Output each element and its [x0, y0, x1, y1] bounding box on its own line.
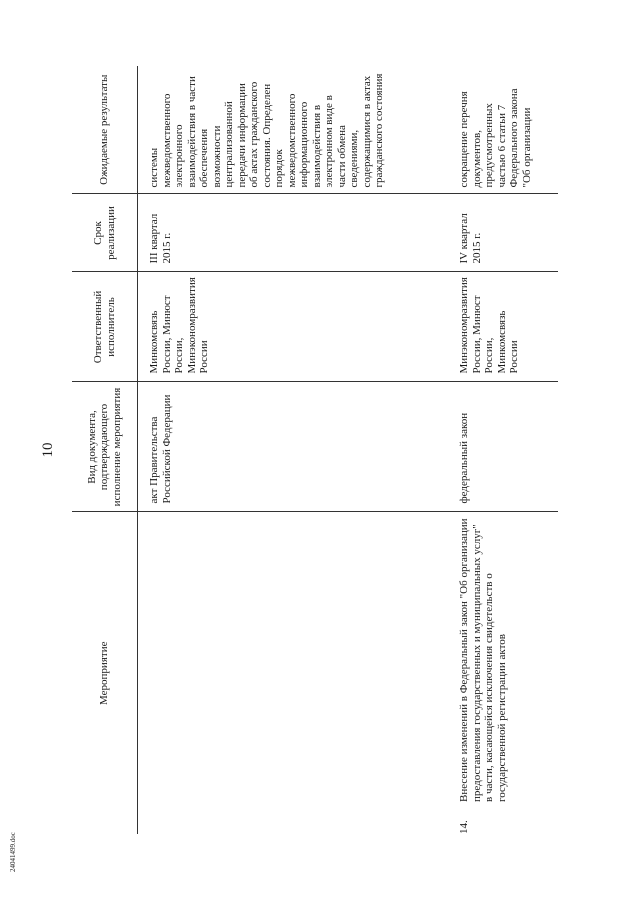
event-cell — [448, 512, 558, 834]
row-number: 14. — [458, 820, 470, 834]
measures-table — [72, 66, 558, 834]
table-header-row — [72, 66, 138, 834]
header-doc-type: Вид документа, подтверждающего исполнение мероприятия — [72, 382, 138, 512]
doc-type-cell: федеральный закон — [448, 382, 558, 512]
event-text: Внесение изменений в Федеральный закон "Об организации предоставления государственных и муниципальных услуг" в части, касающейся исключения свидетельств о государственной регистрации актов — [458, 518, 508, 802]
footer-filename: 24041499.doc — [9, 832, 17, 872]
executor-cell: Минкомсвязь России, Минюст России, Минэкономразвития России — [138, 272, 449, 382]
executor-cell: Минэкономразвития России, Минюст России, Минкомсвязь России — [448, 272, 558, 382]
header-result: Ожидаемые результаты — [72, 66, 138, 194]
header-deadline: Срок реализации — [72, 194, 138, 272]
event-cell — [138, 512, 449, 834]
header-event: Мероприятие — [72, 512, 138, 834]
table-row — [138, 66, 449, 834]
doc-type-cell: акт Правительства Российской Федерации — [138, 382, 449, 512]
page-number: 10 — [40, 442, 56, 458]
header-executor: Ответственный исполнитель — [72, 272, 138, 382]
deadline-cell: IV квартал 2015 г. — [448, 194, 558, 272]
rotated-table-container — [72, 66, 552, 834]
deadline-cell: III квартал 2015 г. — [138, 194, 449, 272]
result-cell: сокращение перечня документов, предусмотренных частью 6 статьи 7 Федерального закона "Об организации — [448, 66, 558, 194]
table-row — [448, 66, 558, 834]
result-cell: системы межведомственного электронного взаимодействия в части обеспечения возможности централизованной передачи информации об актах гражданского состояния. Определен порядок межведомственного информационного взаимодействия в электронном виде в части обмена сведениями, содержащимися в актах гражданского состояния — [138, 66, 449, 194]
